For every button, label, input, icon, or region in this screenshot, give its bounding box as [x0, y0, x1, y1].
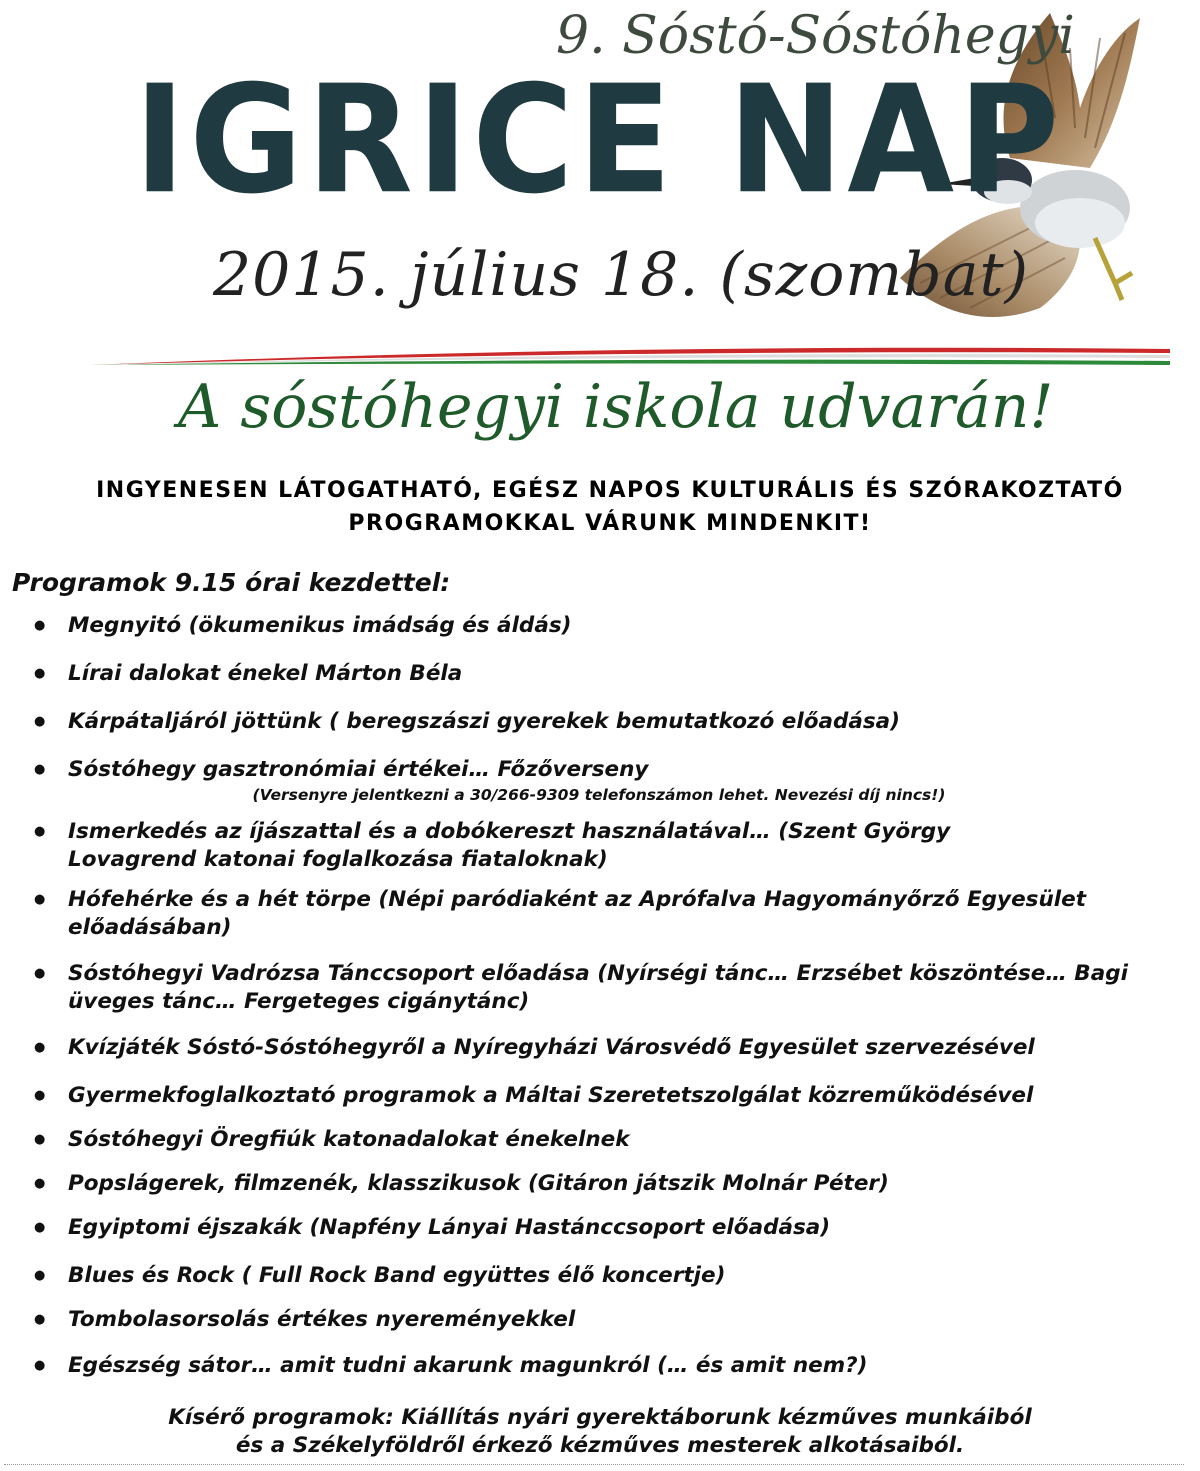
- side-programs-line: és a Székelyföldről érkező kézműves mesterek alkotásaiból.: [235, 1433, 965, 1458]
- list-item: ● Sóstóhegyi Öregfiúk katonadalokat énekelnek: [30, 1126, 1190, 1154]
- list-item: ● Hófehérke és a hét törpe (Népi paródiaként az Aprófalva Hagyományőrző Egyesület előadásában): [30, 886, 1190, 942]
- bottom-divider: [4, 1464, 1184, 1465]
- tricolor-divider: [90, 345, 1170, 369]
- list-item: ● Blues és Rock ( Full Rock Band együttes élő koncertje): [30, 1262, 1190, 1290]
- list-item: ● Lírai dalokat énekel Márton Béla: [30, 660, 1190, 688]
- list-item: ● Sóstóhegyi Vadrózsa Tánccsoport előadása (Nyírségi tánc… Erzsébet köszöntése… Bagi üveges tánc… Fergeteges cigánytánc): [30, 960, 1190, 1016]
- list-item: ● Tombolasorsolás értékes nyereményekkel: [30, 1306, 1190, 1334]
- list-item: ● Kvízjáték Sóstó-Sóstóhegyről a Nyíregyházi Városvédő Egyesület szervezésével: [30, 1034, 1190, 1062]
- list-item: ● Sóstóhegy gasztronómiai értékei… Főzőverseny (Versenyre jelentkezni a 30/266-9309 telefonszámon lehet. Nevezési díj nincs!): [30, 756, 1190, 806]
- side-programs-line: Kísérő programok: Kiállítás nyári gyerektáborunk kézműves munkáiból: [168, 1405, 1032, 1430]
- event-date: 2015. július 18. (szombat): [213, 240, 1029, 310]
- list-item: ● Egyiptomi éjszakák (Napfény Lányai Hastánccsoport előadása): [30, 1214, 1190, 1242]
- programs-heading: Programok 9.15 órai kezdettel:: [12, 568, 451, 597]
- side-programs: [0, 1404, 1200, 1460]
- event-location: A sóstóhegyi iskola udvarán!: [178, 372, 1054, 442]
- poster-header: [0, 0, 1200, 460]
- intro-line: PROGRAMOKKAL VÁRUNK MINDENKIT!: [348, 511, 872, 536]
- program-list: [30, 612, 1190, 1380]
- intro-text: [0, 474, 1200, 540]
- intro-line: INGYENESEN LÁTOGATHATÓ, EGÉSZ NAPOS KULTURÁLIS ÉS SZÓRAKOZTATÓ: [96, 478, 1124, 503]
- event-edition: 9. Sóstó-Sóstóhegyi: [556, 6, 1075, 66]
- list-item: ● Kárpátaljáról jöttünk ( beregszászi gyerekek bemutatkozó előadása): [30, 708, 1190, 736]
- list-item: ● Egészség sátor… amit tudni akarunk magunkról (… és amit nem?): [30, 1352, 1190, 1380]
- cooking-registration-note: (Versenyre jelentkezni a 30/266-9309 telefonszámon lehet. Nevezési díj nincs!): [252, 786, 946, 804]
- list-item: ● Gyermekfoglalkoztató programok a Máltai Szeretetszolgálat közreműködésével: [30, 1082, 1190, 1110]
- event-title: IGRICE NAP: [134, 53, 1064, 227]
- list-item: ● Popslágerek, filmzenék, klasszikusok (Gitáron játszik Molnár Péter): [30, 1170, 1190, 1198]
- list-item: ● Ismerkedés az íjászattal és a dobókereszt használatával… (Szent György Lovagrend katonai foglalkozása fiataloknak): [30, 818, 1190, 874]
- list-item: ● Megnyitó (ökumenikus imádság és áldás): [30, 612, 1190, 640]
